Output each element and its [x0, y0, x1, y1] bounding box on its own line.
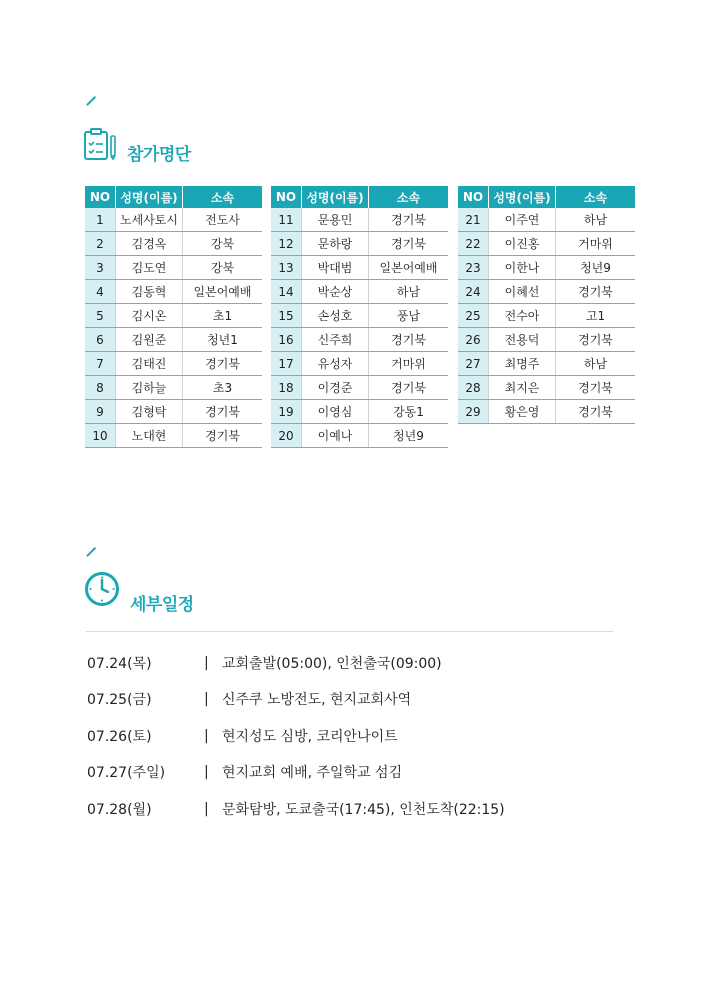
- schedule-title: 세부일정: [130, 595, 194, 615]
- member-affiliation: 초1: [183, 304, 263, 328]
- member-name: 노세사토시: [116, 208, 183, 232]
- row-number: 18: [271, 376, 302, 400]
- row-number: 26: [458, 328, 489, 352]
- table-row: [458, 208, 635, 232]
- table-row: [271, 304, 448, 328]
- row-number: 15: [271, 304, 302, 328]
- schedule-description: 신주쿠 노방전도, 현지교회사역: [222, 692, 412, 708]
- schedule-item: [87, 653, 442, 673]
- schedule-item: [87, 726, 398, 746]
- row-number: 10: [85, 424, 116, 448]
- member-affiliation: 경기북: [183, 400, 263, 424]
- member-affiliation: 초3: [183, 376, 263, 400]
- member-name: 김형탁: [116, 400, 183, 424]
- row-number: 2: [85, 232, 116, 256]
- member-affiliation: 거마위: [556, 232, 636, 256]
- header-no: NO: [271, 186, 302, 208]
- schedule-description: 문화탐방, 도쿄출국(17:45), 인천도착(22:15): [222, 802, 505, 818]
- member-name: 김원준: [116, 328, 183, 352]
- table-row: [271, 424, 448, 448]
- schedule-item: [87, 689, 411, 709]
- schedule-separator: |: [204, 801, 209, 817]
- section-slash-decoration: [86, 547, 96, 557]
- row-number: 23: [458, 256, 489, 280]
- row-number: 7: [85, 352, 116, 376]
- row-number: 12: [271, 232, 302, 256]
- member-affiliation: 고1: [556, 304, 636, 328]
- table-row: [85, 256, 262, 280]
- member-affiliation: 하남: [556, 352, 636, 376]
- member-name: 김동혁: [116, 280, 183, 304]
- member-affiliation: 풍납: [369, 304, 449, 328]
- member-affiliation: 경기북: [556, 280, 636, 304]
- member-name: 전용덕: [489, 328, 556, 352]
- row-number: 4: [85, 280, 116, 304]
- table-row: [85, 280, 262, 304]
- header-no: NO: [458, 186, 489, 208]
- table-row: [271, 280, 448, 304]
- schedule-date: 07.24(목): [87, 656, 152, 672]
- table-row: [85, 232, 262, 256]
- member-name: 황은영: [489, 400, 556, 424]
- clipboard-checklist-icon: [83, 127, 119, 161]
- participants-title: 참가명단: [127, 145, 191, 165]
- member-affiliation: 경기북: [556, 376, 636, 400]
- header-name: 성명(이름): [302, 186, 369, 208]
- schedule-item: [87, 799, 505, 819]
- member-affiliation: 경기북: [369, 376, 449, 400]
- member-affiliation: 경기북: [556, 328, 636, 352]
- member-name: 이주연: [489, 208, 556, 232]
- member-name: 문용민: [302, 208, 369, 232]
- table-row: [271, 328, 448, 352]
- schedule-divider: [86, 631, 613, 632]
- member-name: 유성자: [302, 352, 369, 376]
- row-number: 6: [85, 328, 116, 352]
- member-affiliation: 일본어예배: [369, 256, 449, 280]
- member-name: 이예나: [302, 424, 369, 448]
- row-number: 16: [271, 328, 302, 352]
- member-name: 전수아: [489, 304, 556, 328]
- member-affiliation: 청년9: [369, 424, 449, 448]
- header-name: 성명(이름): [489, 186, 556, 208]
- row-number: 8: [85, 376, 116, 400]
- table-row: [85, 304, 262, 328]
- member-name: 손성호: [302, 304, 369, 328]
- member-name: 신주희: [302, 328, 369, 352]
- header-no: NO: [85, 186, 116, 208]
- member-name: 이경준: [302, 376, 369, 400]
- member-affiliation: 경기북: [369, 208, 449, 232]
- schedule-date: 07.26(토): [87, 729, 152, 745]
- table-row: [458, 280, 635, 304]
- schedule-description: 현지교회 예배, 주일학교 섬김: [222, 765, 403, 781]
- table-row: [85, 208, 262, 232]
- row-number: 9: [85, 400, 116, 424]
- row-number: 24: [458, 280, 489, 304]
- row-number: 17: [271, 352, 302, 376]
- table-row: [85, 328, 262, 352]
- schedule-separator: |: [204, 655, 209, 671]
- member-name: 김태진: [116, 352, 183, 376]
- header-affiliation: 소속: [369, 186, 449, 208]
- row-number: 21: [458, 208, 489, 232]
- schedule-item: [87, 762, 402, 782]
- member-affiliation: 강동1: [369, 400, 449, 424]
- table-row: [85, 376, 262, 400]
- member-affiliation: 일본어예배: [183, 280, 263, 304]
- table-row: [271, 400, 448, 424]
- table-row: [85, 352, 262, 376]
- row-number: 11: [271, 208, 302, 232]
- schedule-description: 교회출발(05:00), 인천출국(09:00): [222, 656, 442, 672]
- table-row: [458, 304, 635, 328]
- member-affiliation: 경기북: [369, 328, 449, 352]
- row-number: 27: [458, 352, 489, 376]
- table-row: [85, 400, 262, 424]
- member-affiliation: 하남: [556, 208, 636, 232]
- header-affiliation: 소속: [556, 186, 636, 208]
- member-name: 노대현: [116, 424, 183, 448]
- member-name: 김도연: [116, 256, 183, 280]
- schedule-separator: |: [204, 728, 209, 744]
- member-name: 이혜선: [489, 280, 556, 304]
- member-name: 김경옥: [116, 232, 183, 256]
- member-name: 박대범: [302, 256, 369, 280]
- row-number: 13: [271, 256, 302, 280]
- member-affiliation: 경기북: [183, 424, 263, 448]
- member-affiliation: 경기북: [369, 232, 449, 256]
- schedule-date: 07.28(월): [87, 802, 152, 818]
- table-row: [271, 352, 448, 376]
- row-number: 1: [85, 208, 116, 232]
- participants-table-1: [85, 186, 262, 448]
- member-name: 김시온: [116, 304, 183, 328]
- table-row: [458, 256, 635, 280]
- schedule-description: 현지성도 심방, 코리안나이트: [222, 729, 398, 745]
- member-affiliation: 강북: [183, 256, 263, 280]
- row-number: 29: [458, 400, 489, 424]
- row-number: 22: [458, 232, 489, 256]
- member-affiliation: 강북: [183, 232, 263, 256]
- member-name: 이진홍: [489, 232, 556, 256]
- member-name: 박순상: [302, 280, 369, 304]
- clock-icon: [84, 571, 120, 607]
- member-affiliation: 전도사: [183, 208, 263, 232]
- participants-table-2: [271, 186, 448, 448]
- member-affiliation: 청년9: [556, 256, 636, 280]
- member-affiliation: 청년1: [183, 328, 263, 352]
- header-affiliation: 소속: [183, 186, 263, 208]
- row-number: 20: [271, 424, 302, 448]
- member-affiliation: 거마위: [369, 352, 449, 376]
- row-number: 14: [271, 280, 302, 304]
- member-affiliation: 경기북: [183, 352, 263, 376]
- participants-table-3: [458, 186, 635, 424]
- row-number: 3: [85, 256, 116, 280]
- row-number: 28: [458, 376, 489, 400]
- member-affiliation: 경기북: [556, 400, 636, 424]
- table-row: [271, 376, 448, 400]
- row-number: 19: [271, 400, 302, 424]
- table-row: [458, 400, 635, 424]
- section-slash-decoration: [86, 96, 96, 106]
- table-row: [458, 352, 635, 376]
- table-row: [458, 376, 635, 400]
- member-name: 이한나: [489, 256, 556, 280]
- member-name: 최지은: [489, 376, 556, 400]
- member-name: 문하랑: [302, 232, 369, 256]
- row-number: 5: [85, 304, 116, 328]
- schedule-date: 07.25(금): [87, 692, 152, 708]
- member-name: 김하늘: [116, 376, 183, 400]
- member-affiliation: 하남: [369, 280, 449, 304]
- table-row: [458, 328, 635, 352]
- table-row: [271, 256, 448, 280]
- table-row: [271, 208, 448, 232]
- member-name: 이영심: [302, 400, 369, 424]
- row-number: 25: [458, 304, 489, 328]
- table-row: [458, 232, 635, 256]
- schedule-date: 07.27(주일): [87, 765, 166, 781]
- header-name: 성명(이름): [116, 186, 183, 208]
- member-name: 최명주: [489, 352, 556, 376]
- table-row: [271, 232, 448, 256]
- schedule-separator: |: [204, 764, 209, 780]
- table-row: [85, 424, 262, 448]
- schedule-separator: |: [204, 691, 209, 707]
